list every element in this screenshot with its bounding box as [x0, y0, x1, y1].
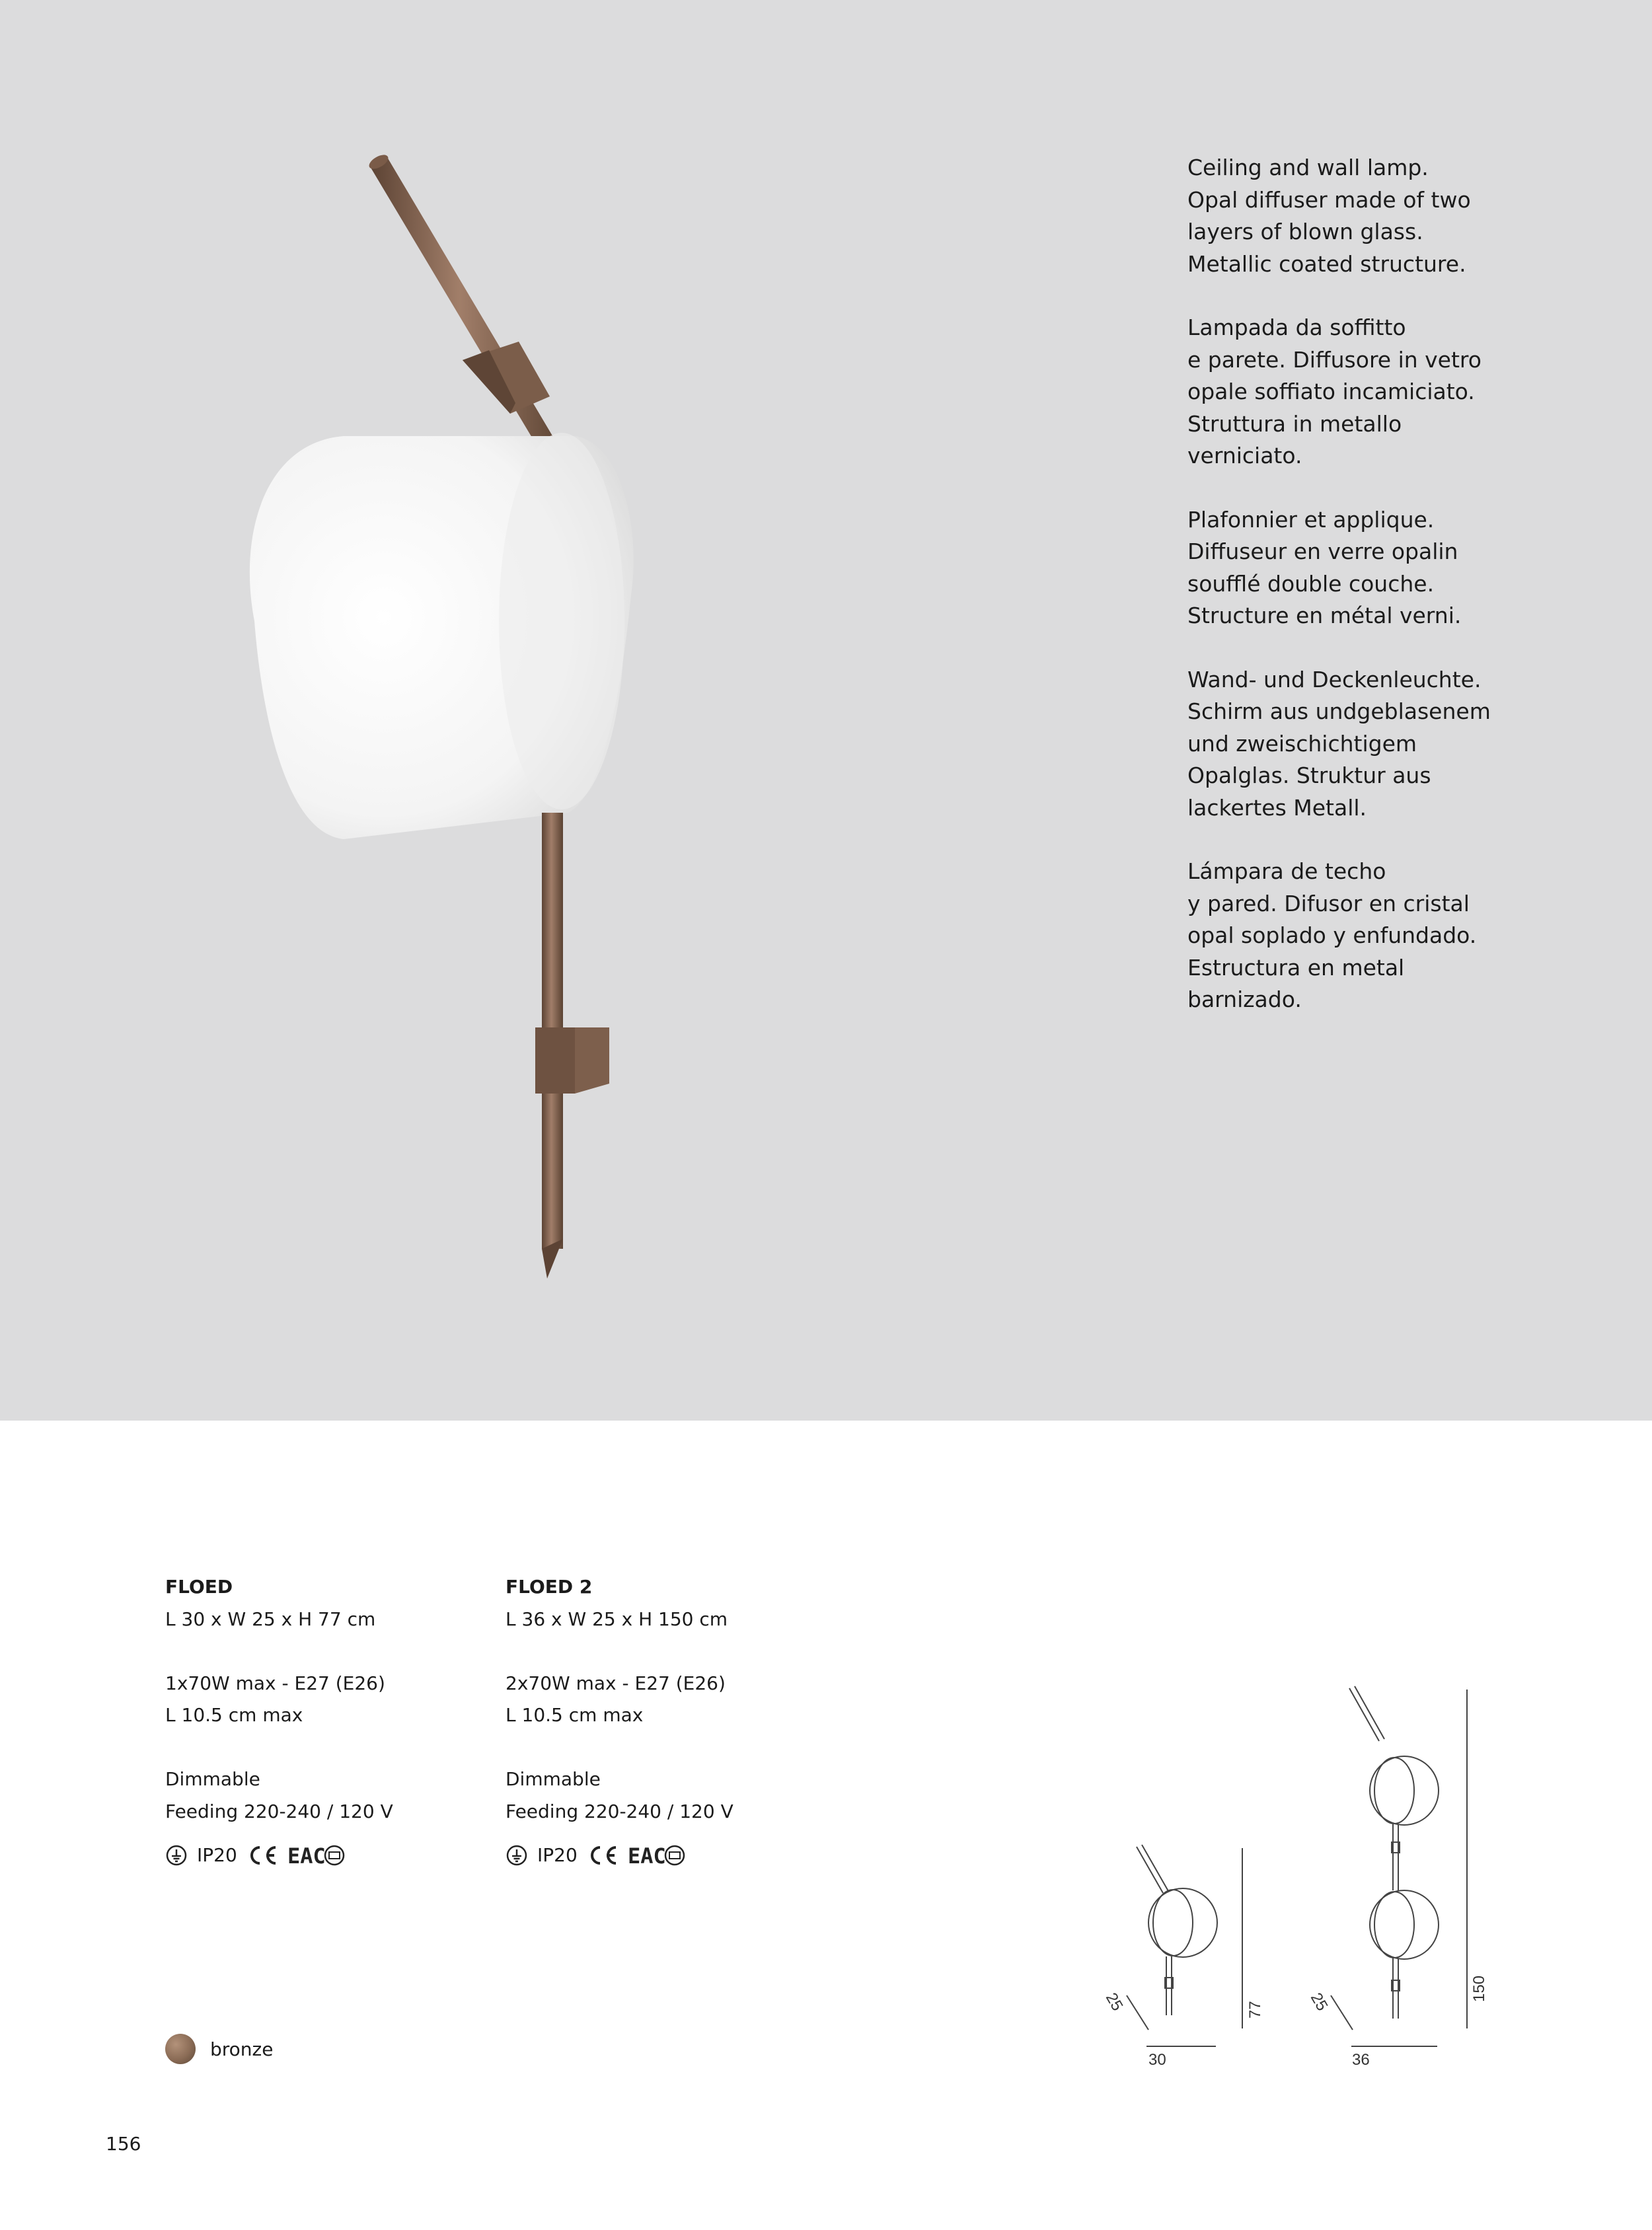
- model-name: FLOED: [165, 1576, 233, 1598]
- earth-ground-icon: [165, 1844, 188, 1867]
- ip-rating: IP20: [197, 1843, 237, 1866]
- floed-2-drawing: [1331, 1686, 1467, 2046]
- model-feeding: Feeding 220-240 / 120 V: [165, 1800, 393, 1822]
- floed-height-label: 77: [1246, 2001, 1264, 2019]
- finish-option: [165, 2034, 273, 2064]
- etl-mark-icon: [323, 1844, 346, 1867]
- certifications: [165, 1842, 469, 1869]
- technical-drawings: [1064, 1675, 1520, 2071]
- model-power: 2x70W max - E27 (E26): [506, 1672, 726, 1694]
- floed-width-label: 30: [1148, 2051, 1166, 2069]
- model-dimmable: Dimmable: [165, 1768, 260, 1790]
- model-dimensions: L 30 x W 25 x H 77 cm: [165, 1608, 376, 1630]
- floed-2-width-label: 36: [1352, 2051, 1370, 2069]
- floed-2-height-label: 150: [1470, 1975, 1488, 2002]
- description-es: Lámpara de techo y pared. Difusor en cristal opal soplado y enfundado. Estructura en metal barnizado.: [1187, 858, 1477, 1012]
- model-bulb-length: L 10.5 cm max: [506, 1704, 644, 1726]
- etl-mark-icon: [663, 1844, 686, 1867]
- eac-mark-icon: [627, 1843, 666, 1869]
- model-power: 1x70W max - E27 (E26): [165, 1672, 385, 1694]
- description-en: Ceiling and wall lamp. Opal diffuser made of two layers of blown glass. Metallic coated structure.: [1187, 155, 1471, 277]
- model-dimmable: Dimmable: [506, 1768, 601, 1790]
- floed-depth-label: 25: [1102, 1989, 1127, 2015]
- model-bulb-length: L 10.5 cm max: [165, 1704, 303, 1726]
- floed-drawing: [1127, 1845, 1242, 2046]
- eac-mark-text: EAC: [287, 1843, 326, 1869]
- descriptions: [1187, 152, 1558, 1048]
- model-dimensions: L 36 x W 25 x H 150 cm: [506, 1608, 728, 1630]
- eac-mark-text: EAC: [627, 1843, 666, 1869]
- model-floed-2: [506, 1571, 809, 1869]
- description-it: Lampada da soffitto e parete. Diffusore in vetro opale soffiato incamiciato. Struttura in metallo verniciato.: [1187, 315, 1482, 468]
- model-floed: [165, 1571, 469, 1869]
- eac-mark-icon: [287, 1843, 326, 1869]
- description-de: Wand- und Deckenleuchte. Schirm aus undgeblasenem und zweischichtigem Opalglas. Struktur aus lackertes Metall.: [1187, 666, 1491, 821]
- ce-mark-icon: [246, 1844, 278, 1867]
- finish-label: bronze: [210, 2038, 274, 2060]
- bronze-swatch: [165, 2034, 196, 2064]
- earth-ground-icon: [506, 1844, 528, 1867]
- floed-2-depth-label: 25: [1306, 1989, 1332, 2015]
- page-number: 156: [106, 2133, 141, 2155]
- ce-mark-icon: [587, 1844, 619, 1867]
- certifications: [506, 1842, 809, 1869]
- lamp-photo: [165, 132, 667, 1295]
- ip-rating: IP20: [537, 1843, 578, 1866]
- description-fr: Plafonnier et applique. Diffuseur en verre opalin soufflé double couche. Structure en métal verni.: [1187, 506, 1462, 628]
- model-name: FLOED 2: [506, 1576, 593, 1598]
- model-feeding: Feeding 220-240 / 120 V: [506, 1800, 733, 1822]
